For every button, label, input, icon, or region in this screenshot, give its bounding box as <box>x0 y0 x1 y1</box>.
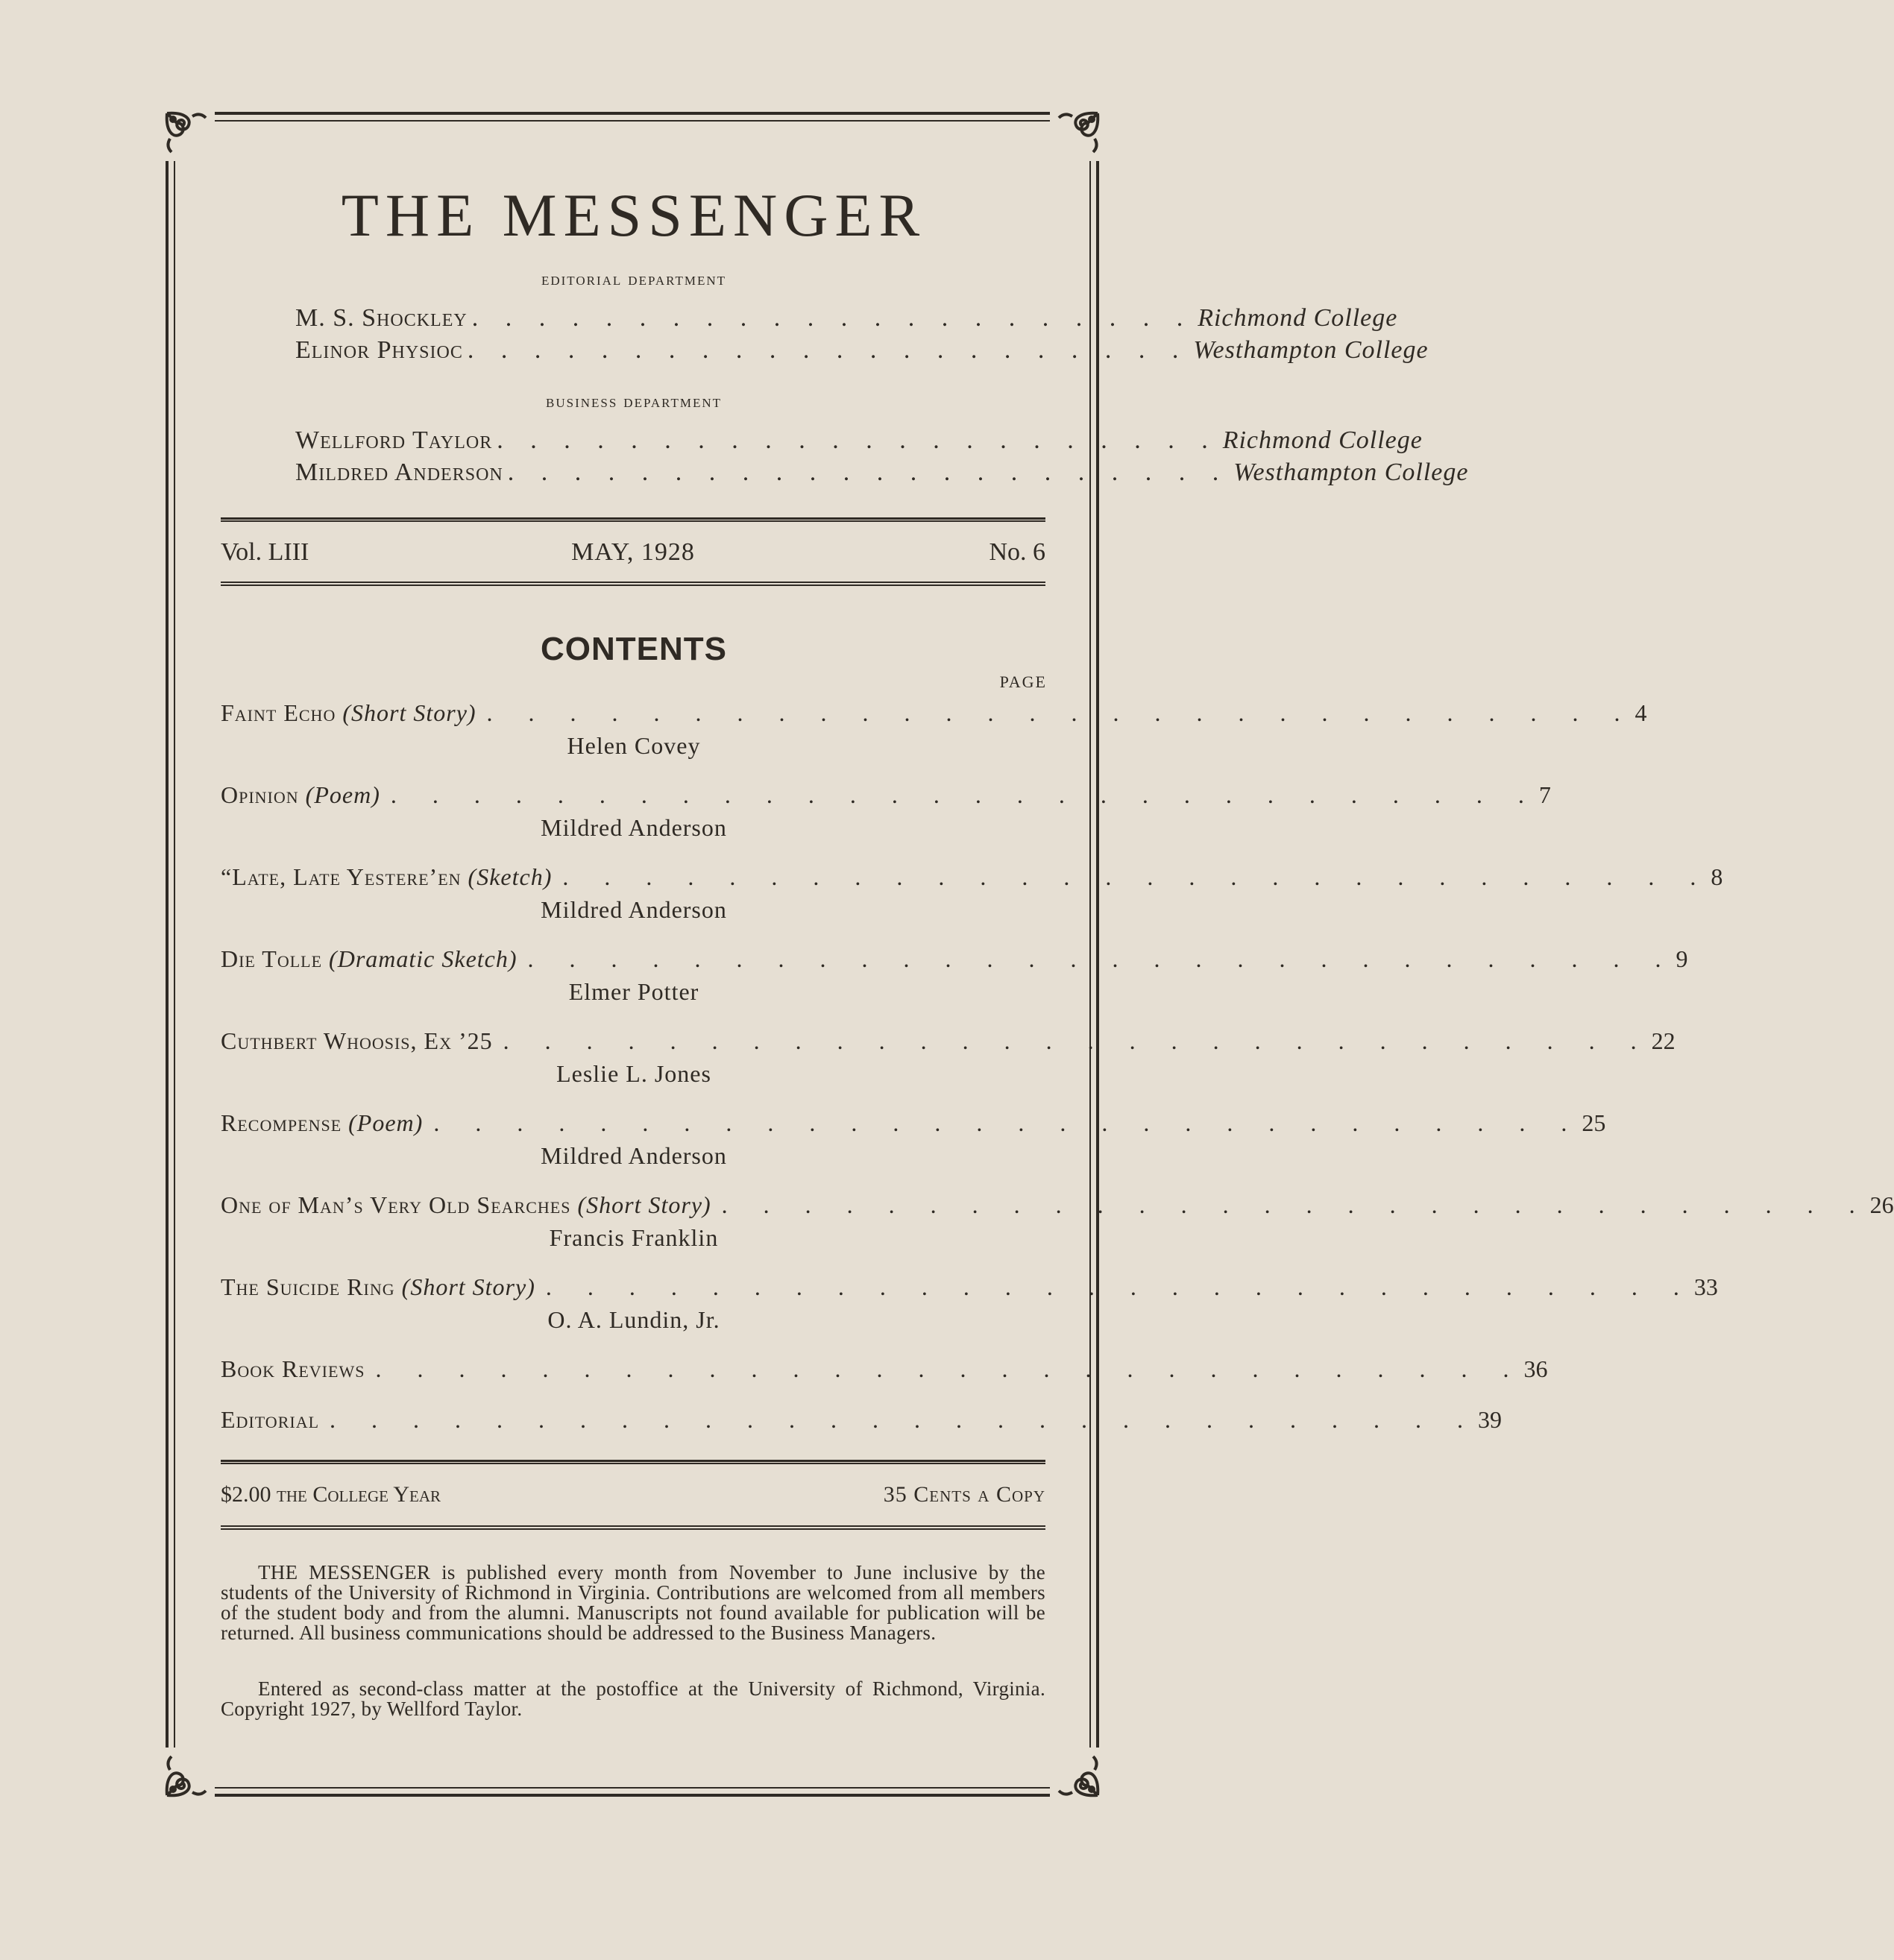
dot-leader: . . . . . . . . . . . . . . . . . . . . . . <box>467 336 1189 364</box>
toc-title: The Suicide Ring <box>221 1273 395 1300</box>
toc-entry <box>221 1191 1894 1219</box>
toc-entry <box>221 945 1688 973</box>
staff-name: Elinor Physioc <box>295 336 463 364</box>
dot-leader: . . . . . . . . . . . . . . . . . . . . . . . . . . . . <box>562 863 1711 890</box>
toc-entry <box>221 781 1551 809</box>
toc-genre: (Sketch) <box>468 863 553 890</box>
copy-price: 35 Cents a Copy <box>883 1482 1045 1507</box>
toc-page-number: 4 <box>1635 699 1647 726</box>
toc-author: Elmer Potter <box>568 978 699 1005</box>
toc-entry <box>221 1355 1548 1383</box>
corner-ornament-icon <box>1050 1748 1102 1800</box>
toc-author: Mildred Anderson <box>541 814 727 841</box>
toc-genre: (Poem) <box>305 781 380 808</box>
corner-ornament-icon <box>163 1748 215 1800</box>
double-rule <box>221 1460 1045 1464</box>
toc-entry <box>221 699 1647 727</box>
staff-college: Westhampton College <box>1193 336 1429 364</box>
staff-college: Richmond College <box>1198 304 1398 332</box>
corner-ornament-icon <box>163 109 215 161</box>
publication-title: THE MESSENGER <box>341 181 927 249</box>
dot-leader: . . . . . . . . . . . . . . . . . . . . . . <box>507 459 1230 486</box>
toc-author: O. A. Lundin, Jr. <box>547 1306 720 1333</box>
publication-notice: THE MESSENGER is published every month from November to June inclusive by the students of the University of Richmond in Virginia. Contributions are welcomed from all members of the student body and from the alumni. Manuscripts not found available for publication will be returned. All business communications should be addressed to the Business Managers. <box>221 1561 1045 1644</box>
toc-page-number: 25 <box>1582 1109 1606 1136</box>
issue-date: MAY, 1928 <box>571 538 695 566</box>
toc-page-number: 22 <box>1651 1027 1676 1054</box>
business-department-label: business department <box>546 392 722 412</box>
staff-name: Wellford Taylor <box>295 426 493 454</box>
editorial-staff-row <box>295 304 1398 333</box>
toc-author: Leslie L. Jones <box>556 1060 711 1087</box>
staff-name: M. S. Shockley <box>295 304 468 332</box>
toc-author: Helen Covey <box>567 732 701 759</box>
dot-leader: . . . . . . . . . . . . . . . . . . . . . . . . . . . . <box>433 1109 1582 1136</box>
editorial-staff-row <box>295 336 1429 365</box>
toc-genre: (Short Story) <box>342 699 476 726</box>
double-rule <box>221 1525 1045 1530</box>
toc-page-number: 26 <box>1869 1191 1894 1218</box>
postal-entry-notice: Entered as second-class matter at the postoffice at the University of Richmond, Virginia. Copyright 1927, by Wellford Taylor. <box>221 1677 1045 1720</box>
dot-leader: . . . . . . . . . . . . . . . . . . . . . . . . . . . . <box>545 1273 1694 1300</box>
toc-author: Mildred Anderson <box>541 1142 727 1169</box>
dot-leader: . . . . . . . . . . . . . . . . . . . . . . . . . . . . <box>330 1406 1479 1433</box>
volume-label: Vol. LIII <box>221 538 309 566</box>
dot-leader: . . . . . . . . . . . . . . . . . . . . . . . . . . . . <box>375 1355 1524 1382</box>
dot-leader: . . . . . . . . . . . . . . . . . . . . . . . . . . . . <box>486 699 1635 726</box>
double-rule <box>221 517 1045 522</box>
toc-entry <box>221 1027 1676 1055</box>
toc-title: Book Reviews <box>221 1355 365 1382</box>
toc-page-number: 7 <box>1538 781 1551 808</box>
dot-leader: . . . . . . . . . . . . . . . . . . . . . . . . . . . . <box>390 781 1539 808</box>
staff-name: Mildred Anderson <box>295 459 503 486</box>
yearly-price: $2.00 the College Year <box>221 1482 441 1507</box>
toc-genre: (Poem) <box>348 1109 424 1136</box>
toc-title: Recompense <box>221 1109 342 1136</box>
toc-title: Faint Echo <box>221 699 336 726</box>
business-staff-row <box>295 426 1423 455</box>
toc-title: Opinion <box>221 781 299 808</box>
toc-title: “Late, Late Yestere’en <box>221 863 462 890</box>
toc-title: Cuthbert Whoosis, Ex ’25 <box>221 1027 493 1054</box>
toc-entry <box>221 1406 1503 1434</box>
toc-genre: (Short Story) <box>401 1273 535 1300</box>
dot-leader: . . . . . . . . . . . . . . . . . . . . . . <box>497 426 1218 454</box>
toc-page-number: 39 <box>1478 1406 1503 1433</box>
toc-genre: (Dramatic Sketch) <box>329 945 517 972</box>
corner-ornament-icon <box>1050 109 1102 161</box>
toc-page-number: 33 <box>1693 1273 1718 1300</box>
toc-genre: (Short Story) <box>577 1191 711 1218</box>
toc-entry <box>221 1109 1606 1137</box>
contents-heading: CONTENTS <box>541 631 727 667</box>
issue-number: No. 6 <box>989 538 1045 566</box>
business-staff-row <box>295 459 1469 487</box>
dot-leader: . . . . . . . . . . . . . . . . . . . . . . . . . . . . <box>503 1027 1652 1054</box>
toc-title: Editorial <box>221 1406 320 1433</box>
toc-entry <box>221 863 1723 891</box>
dot-leader: . . . . . . . . . . . . . . . . . . . . . . . . . . . . <box>721 1191 1870 1218</box>
toc-entry <box>221 1273 1718 1301</box>
staff-college: Westhampton College <box>1233 459 1469 486</box>
toc-page-number: 36 <box>1523 1355 1548 1382</box>
dot-leader: . . . . . . . . . . . . . . . . . . . . . . <box>471 304 1194 332</box>
page-column-label: PAGE <box>999 672 1047 691</box>
toc-page-number: 8 <box>1711 863 1723 890</box>
staff-college: Richmond College <box>1222 426 1423 454</box>
toc-author: Mildred Anderson <box>541 896 727 923</box>
toc-author: Francis Franklin <box>549 1224 719 1251</box>
editorial-department-label: editorial department <box>541 270 727 289</box>
dot-leader: . . . . . . . . . . . . . . . . . . . . . . . . . . . . <box>527 945 1676 972</box>
toc-title: Die Tolle <box>221 945 323 972</box>
toc-title: One of Man’s Very Old Searches <box>221 1191 571 1218</box>
double-rule <box>221 582 1045 586</box>
toc-page-number: 9 <box>1676 945 1688 972</box>
